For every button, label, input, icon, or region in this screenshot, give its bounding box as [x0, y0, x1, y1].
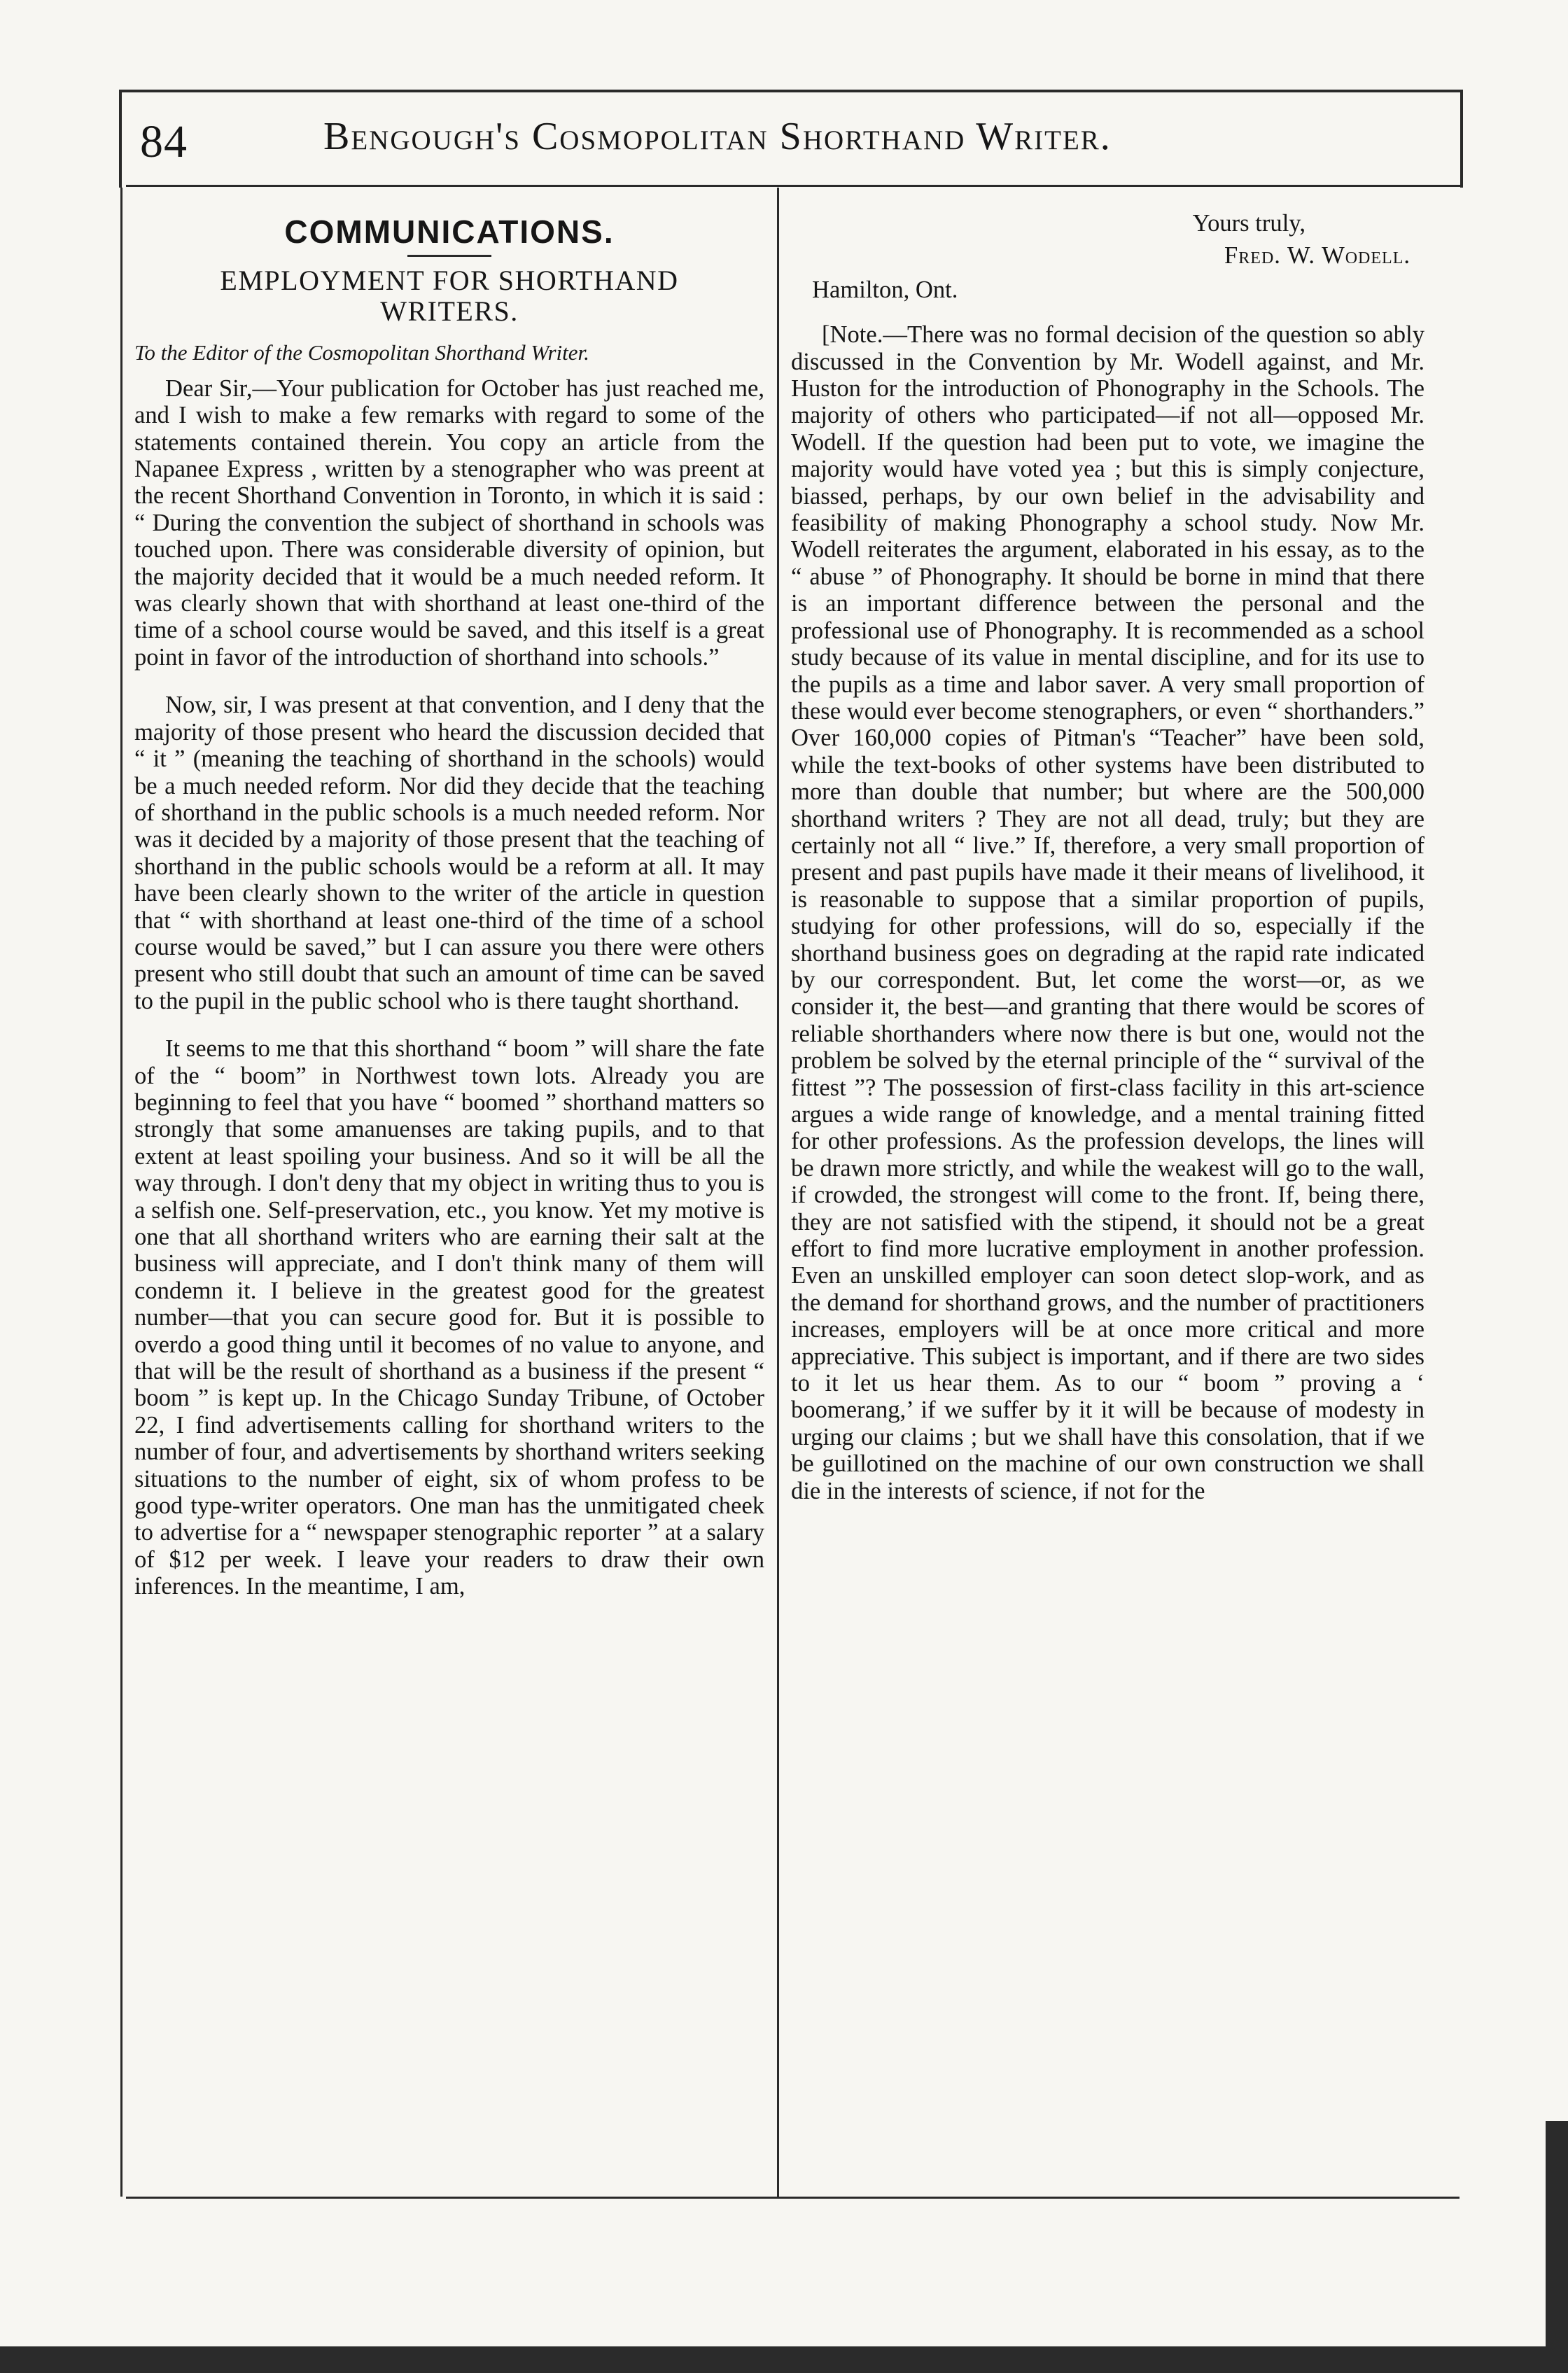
article-title: EMPLOYMENT FOR SHORTHAND WRITERS. [220, 265, 679, 328]
bottom-rule [126, 2197, 1460, 2199]
editor-note: [Note.—There was no formal decision of the question so ably discussed in the Convention by Mr. Wodell against, and Mr. Huston for the introduction of Phonography in the Schools. The majority of others who participated—if not all—opposed Mr. Wodell. If the question had been put to vote, we imagine the majority would have voted yea ; but this is simply conjecture, biassed, perhaps, by our own belief in the advisability and feasibility of making Phonography a school study. Now Mr. Wodell reiterates the argument, elaborated in his essay, as to the “ abuse ” of Phonography. It should be borne in mind that there is an important difference between the personal and the professional use of Phonography. It is recommended as a school study because of its value in mental discipline, and for its use to the pupils as a time and labor saver. A very small proportion of these would ever become stenographers, or even “ shorthanders.” Over 160,000 copies of Pitman's “Teacher” have been sold, while the text-books of other systems have been distributed to more than double that number; but where are the 500,000 shorthand writers ? They are not all dead, truly; but they are certainly not all “ live.” If, therefore, a very small proportion of present and past pupils have made it their means of livelihood, it is reasonable to suppose that a similar proportion of pupils, studying for other professions, will do so, especially if the shorthand business goes on degrading at the rapid rate indicated by our correspondent. But, let come the worst—or, as we consider it, the best—and granting that there would be scores of reliable shorthanders where now there is but one, would not the problem be solved by the eternal principle of the “ survival of the fittest ”? The possession of first-class facility in this art-science argues a wide range of knowledge, and a mental training fitted for other professions. As the profession develops, the lines will be drawn more strictly, and while the weakest will go to the wall, if crowded, the strongest will come to the front. If, being there, they are not satisfied with the stipend, it should not be a great effort to find more lucrative employment in another profession. Even an unskilled employer can soon detect slop-work, and as the demand for shorthand grows, and the number of practitioners increases, employers will be at once more critical and more appreciative. This subject is important, and if there are two sides to it let us hear them. As to our “ boom ” proving a ‘ boomerang,’ if we suffer by it it will be because of modesty in urging our claims ; but we shall have this consolation, that if we be guillotined on the machine of our own construction we shall die in the interests of science, if not for the [791, 321, 1424, 1504]
header-rule [126, 185, 1463, 187]
left-column [134, 210, 764, 1600]
letter-closing: Yours truly, [1192, 210, 1306, 237]
top-rule [119, 90, 1463, 92]
letter-signature: Fred. W. Wodell. [1224, 242, 1410, 270]
letter-paragraph-3: It seems to me that this shorthand “ boom ” will share the fate of the “ boom” in Northwest town lots. Already you are beginning to feel that you have “ boomed ” shorthand matters so strongly that some amanuenses are taking pupils, and to that extent at least spoiling your business. And so it will be all the way through. I don't deny that my object in writing thus to you is a selfish one. Self-preservation, etc., you know. Yet my motive is one that all shorthand writers who are earning their salt at the business will appreciate, and I don't think many of them will condemn it. I believe in the greatest good for the greatest number—that you can secure good for. But it is possible to overdo a good thing until it becomes of no value to anyone, and that will be the result of shorthand as a business if the present “ boom ” is kept up. In the Chicago Sunday Tribune, of October 22, I find advertisements calling for shorthand writers to the number of four, and advertisements by shorthand writers seeking situations to the number of eight, six of whom profess to be good type-writer operators. One man has the unmitigated cheek to advertise for a “ newspaper stenographic reporter ” at a salary of $12 per week. I leave your readers to draw their own inferences. In the meantime, I am, [134, 1035, 764, 1600]
scan-edge-right [1546, 2121, 1568, 2373]
running-title: Bengough's Cosmopolitan Shorthand Writer. [323, 115, 1112, 158]
scan-edge-bottom [0, 2346, 1568, 2373]
letter-place: Hamilton, Ont. [812, 276, 958, 303]
letter-paragraph-1: Dear Sir,—Your publication for October has just reached me, and I wish to make a few remarks with regard to some of the statements contained therein. You copy an article from the Napanee Express , written by a stenographer who was preent at the recent Shorthand Convention in Toronto, in which it is said : “ During the convention the subject of shorthand in schools was touched upon. There was considerable diversity of opinion, but the majority decided that it would be a much needed reform. It was clearly shown that with shorthand at least one-third of the time of a school course would be saved, and this itself is a great point in favor of the introduction of shorthand into schools.” [134, 374, 764, 671]
right-column [791, 210, 1424, 1525]
title-divider [407, 255, 491, 257]
letter-paragraph-2: Now, sir, I was present at that convention, and I deny that the majority of those present who heard the discussion decided that “ it ” (meaning the teaching of shorthand in the schools) would be a much needed reform. Nor did they decide that the teaching of shorthand in the public schools is a much needed reform. Nor was it decided by a majority of those present that the teaching of shorthand in the public schools would be a reform at all. It may have been clearly shown to the writer of the article in question that “ with shorthand at least one-third of the time of a school course would be saved,” but I can assure you there were others present who still doubt that such an amount of time can be saved to the pupil in the public school who is there taught shorthand. [134, 692, 764, 1014]
section-title: COMMUNICATIONS. [284, 214, 615, 250]
page-number: 84 [140, 116, 188, 167]
body-left-rule [120, 188, 122, 2197]
header-right-rule [1460, 90, 1463, 188]
column-divider [777, 188, 779, 2197]
header-left-rule [119, 90, 122, 188]
dedication: To the Editor of the Cosmopolitan Shorthand Writer. [134, 340, 589, 365]
